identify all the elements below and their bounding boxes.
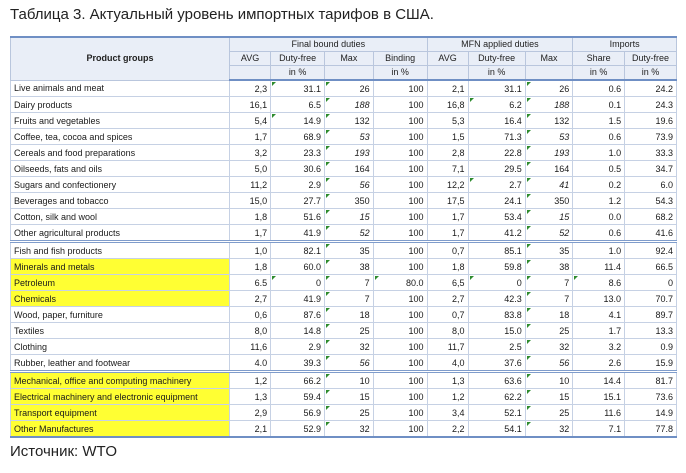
fb-max-cell: 132	[325, 113, 374, 129]
imports-share-cell: 15.1	[573, 389, 625, 405]
table-row	[11, 145, 677, 161]
fb-duty-free-cell: 27.7	[271, 193, 325, 209]
mfn-max-cell: 15	[525, 209, 573, 225]
fb-duty-free-cell: 6.5	[271, 97, 325, 113]
fb-duty-free-cell: 41.9	[271, 291, 325, 307]
fb-max-cell: 350	[325, 193, 374, 209]
imports-duty-free-cell: 14.9	[625, 405, 677, 421]
mfn-avg-cell: 3,4	[427, 405, 468, 421]
header-fb-duty-free-unit: in %	[271, 66, 325, 81]
imports-share-cell: 14.4	[573, 372, 625, 389]
mfn-avg-cell: 1,5	[427, 129, 468, 145]
imports-share-cell: 0.2	[573, 177, 625, 193]
imports-duty-free-cell: 15.9	[625, 355, 677, 372]
mfn-duty-free-cell: 42.3	[468, 291, 525, 307]
imports-share-cell: 1.0	[573, 145, 625, 161]
fb-binding-cell: 100	[373, 177, 427, 193]
mfn-avg-cell: 2,7	[427, 291, 468, 307]
imports-share-cell: 4.1	[573, 307, 625, 323]
mfn-max-cell: 41	[525, 177, 573, 193]
imports-duty-free-cell: 0	[625, 275, 677, 291]
mfn-duty-free-cell: 52.1	[468, 405, 525, 421]
imports-duty-free-cell: 92.4	[625, 242, 677, 259]
table-row	[11, 177, 677, 193]
fb-avg-cell: 1,8	[230, 259, 271, 275]
fb-avg-cell: 11,6	[230, 339, 271, 355]
fb-avg-cell: 1,3	[230, 389, 271, 405]
source-note: Источник: WTO	[10, 443, 118, 460]
table-row	[11, 193, 677, 209]
mfn-max-cell: 35	[525, 242, 573, 259]
imports-duty-free-cell: 19.6	[625, 113, 677, 129]
fb-binding-cell: 100	[373, 209, 427, 225]
mfn-max-cell: 7	[525, 291, 573, 307]
imports-duty-free-cell: 0.9	[625, 339, 677, 355]
mfn-avg-cell: 1,8	[427, 259, 468, 275]
mfn-avg-cell: 2,8	[427, 145, 468, 161]
fb-avg-cell: 8,0	[230, 323, 271, 339]
mfn-duty-free-cell: 59.8	[468, 259, 525, 275]
header-mfn-avg: AVG	[427, 52, 468, 66]
imports-duty-free-cell: 66.5	[625, 259, 677, 275]
header-mfn-applied-duties: MFN applied duties	[427, 37, 573, 52]
product-name: Fruits and vegetables	[11, 113, 230, 129]
fb-duty-free-cell: 2.9	[271, 339, 325, 355]
product-name: Mechanical, office and computing machinery	[11, 372, 230, 389]
table-row	[11, 161, 677, 177]
product-name: Clothing	[11, 339, 230, 355]
fb-duty-free-cell: 51.6	[271, 209, 325, 225]
imports-duty-free-cell: 6.0	[625, 177, 677, 193]
table-row	[11, 307, 677, 323]
product-name: Oilseeds, fats and oils	[11, 161, 230, 177]
table-row	[11, 242, 677, 259]
fb-max-cell: 52	[325, 225, 374, 242]
fb-duty-free-cell: 2.9	[271, 177, 325, 193]
mfn-avg-cell: 17,5	[427, 193, 468, 209]
product-name: Chemicals	[11, 291, 230, 307]
table-row	[11, 372, 677, 389]
header-fb-binding: Binding	[373, 52, 427, 66]
mfn-avg-cell: 7,1	[427, 161, 468, 177]
fb-max-cell: 164	[325, 161, 374, 177]
mfn-max-cell: 25	[525, 323, 573, 339]
header-fb-duty-free: Duty-free	[271, 52, 325, 66]
fb-max-cell: 15	[325, 209, 374, 225]
header-fb-avg: AVG	[230, 52, 271, 66]
mfn-max-cell: 25	[525, 405, 573, 421]
fb-max-cell: 56	[325, 355, 374, 372]
table-caption: Таблица 3. Актуальный уровень импортных тарифов в США.	[10, 6, 434, 23]
fb-max-cell: 25	[325, 323, 374, 339]
fb-binding-cell: 100	[373, 113, 427, 129]
fb-max-cell: 7	[325, 291, 374, 307]
fb-avg-cell: 0,6	[230, 307, 271, 323]
fb-max-cell: 7	[325, 275, 374, 291]
imports-duty-free-cell: 24.2	[625, 80, 677, 97]
mfn-duty-free-cell: 83.8	[468, 307, 525, 323]
mfn-max-cell: 350	[525, 193, 573, 209]
mfn-avg-cell: 8,0	[427, 323, 468, 339]
mfn-duty-free-cell: 71.3	[468, 129, 525, 145]
fb-binding-cell: 100	[373, 372, 427, 389]
fb-duty-free-cell: 41.9	[271, 225, 325, 242]
imports-share-cell: 3.2	[573, 339, 625, 355]
fb-avg-cell: 1,7	[230, 129, 271, 145]
fb-duty-free-cell: 60.0	[271, 259, 325, 275]
fb-avg-cell: 2,7	[230, 291, 271, 307]
table-header	[11, 37, 677, 80]
mfn-max-cell: 193	[525, 145, 573, 161]
imports-duty-free-cell: 70.7	[625, 291, 677, 307]
mfn-duty-free-cell: 63.6	[468, 372, 525, 389]
fb-duty-free-cell: 23.3	[271, 145, 325, 161]
mfn-duty-free-cell: 31.1	[468, 80, 525, 97]
mfn-avg-cell: 1,2	[427, 389, 468, 405]
mfn-max-cell: 188	[525, 97, 573, 113]
mfn-duty-free-cell: 24.1	[468, 193, 525, 209]
imports-share-cell: 0.6	[573, 80, 625, 97]
imports-duty-free-cell: 81.7	[625, 372, 677, 389]
product-name: Live animals and meat	[11, 80, 230, 97]
fb-duty-free-cell: 14.8	[271, 323, 325, 339]
mfn-max-cell: 164	[525, 161, 573, 177]
product-name: Coffee, tea, cocoa and spices	[11, 129, 230, 145]
fb-binding-cell: 100	[373, 193, 427, 209]
product-name: Electrical machinery and electronic equipment	[11, 389, 230, 405]
header-product-groups: Product groups	[11, 37, 230, 80]
fb-max-cell: 188	[325, 97, 374, 113]
fb-binding-cell: 100	[373, 80, 427, 97]
product-name: Cotton, silk and wool	[11, 209, 230, 225]
mfn-max-cell: 38	[525, 259, 573, 275]
imports-share-cell: 2.6	[573, 355, 625, 372]
table-row	[11, 275, 677, 291]
imports-share-cell: 1.7	[573, 323, 625, 339]
fb-duty-free-cell: 82.1	[271, 242, 325, 259]
imports-share-cell: 8.6	[573, 275, 625, 291]
imports-duty-free-cell: 73.9	[625, 129, 677, 145]
tariff-table	[10, 36, 677, 438]
fb-binding-cell: 100	[373, 339, 427, 355]
product-name: Sugars and confectionery	[11, 177, 230, 193]
fb-duty-free-cell: 0	[271, 275, 325, 291]
mfn-duty-free-cell: 22.8	[468, 145, 525, 161]
fb-max-cell: 35	[325, 242, 374, 259]
fb-duty-free-cell: 68.9	[271, 129, 325, 145]
mfn-avg-cell: 1,7	[427, 225, 468, 242]
fb-max-cell: 193	[325, 145, 374, 161]
product-name: Minerals and metals	[11, 259, 230, 275]
imports-share-cell: 1.0	[573, 242, 625, 259]
product-name: Petroleum	[11, 275, 230, 291]
table-row	[11, 355, 677, 372]
fb-binding-cell: 100	[373, 97, 427, 113]
table-row	[11, 405, 677, 421]
mfn-avg-cell: 0,7	[427, 307, 468, 323]
fb-avg-cell: 15,0	[230, 193, 271, 209]
imports-duty-free-cell: 24.3	[625, 97, 677, 113]
fb-avg-cell: 2,9	[230, 405, 271, 421]
fb-duty-free-cell: 14.9	[271, 113, 325, 129]
imports-share-cell: 13.0	[573, 291, 625, 307]
imports-duty-free-cell: 33.3	[625, 145, 677, 161]
product-name: Fish and fish products	[11, 242, 230, 259]
fb-avg-cell: 1,0	[230, 242, 271, 259]
product-name: Other agricultural products	[11, 225, 230, 242]
fb-avg-cell: 5,4	[230, 113, 271, 129]
mfn-duty-free-cell: 54.1	[468, 421, 525, 438]
product-name: Beverages and tobacco	[11, 193, 230, 209]
fb-avg-cell: 4.0	[230, 355, 271, 372]
product-name: Cereals and food preparations	[11, 145, 230, 161]
mfn-duty-free-cell: 41.2	[468, 225, 525, 242]
fb-binding-cell: 100	[373, 259, 427, 275]
fb-avg-cell: 2,1	[230, 421, 271, 438]
fb-avg-cell: 1,8	[230, 209, 271, 225]
mfn-avg-cell: 5,3	[427, 113, 468, 129]
mfn-duty-free-cell: 6.2	[468, 97, 525, 113]
mfn-max-cell: 56	[525, 355, 573, 372]
fb-binding-cell: 100	[373, 389, 427, 405]
fb-max-cell: 56	[325, 177, 374, 193]
mfn-max-cell: 32	[525, 339, 573, 355]
mfn-max-cell: 26	[525, 80, 573, 97]
mfn-avg-cell: 4,0	[427, 355, 468, 372]
table-row	[11, 80, 677, 97]
mfn-avg-cell: 6,5	[427, 275, 468, 291]
imports-duty-free-cell: 34.7	[625, 161, 677, 177]
product-name: Other Manufactures	[11, 421, 230, 438]
mfn-avg-cell: 16,8	[427, 97, 468, 113]
mfn-duty-free-cell: 62.2	[468, 389, 525, 405]
header-fb-avg-unit	[230, 66, 271, 81]
mfn-max-cell: 32	[525, 421, 573, 438]
header-fb-max: Max	[325, 52, 374, 66]
imports-share-cell: 11.4	[573, 259, 625, 275]
fb-max-cell: 25	[325, 405, 374, 421]
header-imports-duty-free: Duty-free	[625, 52, 677, 66]
fb-duty-free-cell: 87.6	[271, 307, 325, 323]
header-mfn-avg-unit	[427, 66, 468, 81]
fb-max-cell: 18	[325, 307, 374, 323]
fb-duty-free-cell: 56.9	[271, 405, 325, 421]
table-row	[11, 323, 677, 339]
imports-duty-free-cell: 13.3	[625, 323, 677, 339]
fb-avg-cell: 5,0	[230, 161, 271, 177]
imports-share-cell: 0.5	[573, 161, 625, 177]
fb-max-cell: 53	[325, 129, 374, 145]
mfn-avg-cell: 1,3	[427, 372, 468, 389]
fb-binding-cell: 100	[373, 242, 427, 259]
mfn-avg-cell: 0,7	[427, 242, 468, 259]
header-final-bound-duties: Final bound duties	[230, 37, 427, 52]
imports-duty-free-cell: 68.2	[625, 209, 677, 225]
imports-duty-free-cell: 54.3	[625, 193, 677, 209]
mfn-duty-free-cell: 37.6	[468, 355, 525, 372]
imports-duty-free-cell: 73.6	[625, 389, 677, 405]
mfn-duty-free-cell: 16.4	[468, 113, 525, 129]
header-mfn-max-unit	[525, 66, 573, 81]
fb-duty-free-cell: 39.3	[271, 355, 325, 372]
header-fb-max-unit	[325, 66, 374, 81]
fb-binding-cell: 100	[373, 129, 427, 145]
imports-share-cell: 1.5	[573, 113, 625, 129]
imports-share-cell: 0.0	[573, 209, 625, 225]
table-row	[11, 225, 677, 242]
mfn-duty-free-cell: 29.5	[468, 161, 525, 177]
fb-max-cell: 32	[325, 421, 374, 438]
fb-avg-cell: 6.5	[230, 275, 271, 291]
product-name: Transport equipment	[11, 405, 230, 421]
table-row	[11, 339, 677, 355]
imports-share-cell: 0.1	[573, 97, 625, 113]
table-row	[11, 209, 677, 225]
mfn-max-cell: 10	[525, 372, 573, 389]
mfn-duty-free-cell: 85.1	[468, 242, 525, 259]
mfn-duty-free-cell: 15.0	[468, 323, 525, 339]
imports-share-cell: 0.6	[573, 129, 625, 145]
fb-max-cell: 10	[325, 372, 374, 389]
fb-duty-free-cell: 31.1	[271, 80, 325, 97]
table-row	[11, 259, 677, 275]
fb-binding-cell: 100	[373, 355, 427, 372]
table-row	[11, 129, 677, 145]
product-name: Dairy products	[11, 97, 230, 113]
fb-avg-cell: 16,1	[230, 97, 271, 113]
fb-max-cell: 32	[325, 339, 374, 355]
mfn-avg-cell: 1,7	[427, 209, 468, 225]
product-name: Textiles	[11, 323, 230, 339]
fb-avg-cell: 11,2	[230, 177, 271, 193]
mfn-duty-free-cell: 2.7	[468, 177, 525, 193]
mfn-duty-free-cell: 0	[468, 275, 525, 291]
header-mfn-max: Max	[525, 52, 573, 66]
table-row	[11, 389, 677, 405]
imports-share-cell: 7.1	[573, 421, 625, 438]
product-name: Wood, paper, furniture	[11, 307, 230, 323]
mfn-avg-cell: 12,2	[427, 177, 468, 193]
fb-max-cell: 15	[325, 389, 374, 405]
header-fb-binding-unit: in %	[373, 66, 427, 81]
header-mfn-duty-free: Duty-free	[468, 52, 525, 66]
mfn-max-cell: 132	[525, 113, 573, 129]
fb-binding-cell: 100	[373, 145, 427, 161]
fb-binding-cell: 100	[373, 405, 427, 421]
fb-binding-cell: 100	[373, 225, 427, 242]
fb-avg-cell: 1,7	[230, 225, 271, 242]
fb-duty-free-cell: 30.6	[271, 161, 325, 177]
fb-avg-cell: 2,3	[230, 80, 271, 97]
fb-duty-free-cell: 52.9	[271, 421, 325, 438]
imports-duty-free-cell: 41.6	[625, 225, 677, 242]
mfn-avg-cell: 2,1	[427, 80, 468, 97]
imports-share-cell: 0.6	[573, 225, 625, 242]
fb-binding-cell: 80.0	[373, 275, 427, 291]
fb-avg-cell: 3,2	[230, 145, 271, 161]
mfn-max-cell: 52	[525, 225, 573, 242]
fb-binding-cell: 100	[373, 307, 427, 323]
imports-share-cell: 1.2	[573, 193, 625, 209]
table-row	[11, 113, 677, 129]
mfn-duty-free-cell: 2.5	[468, 339, 525, 355]
header-imports-duty-free-unit: in %	[625, 66, 677, 81]
table-row	[11, 291, 677, 307]
table-row	[11, 97, 677, 113]
mfn-duty-free-cell: 53.4	[468, 209, 525, 225]
fb-binding-cell: 100	[373, 323, 427, 339]
fb-duty-free-cell: 59.4	[271, 389, 325, 405]
mfn-max-cell: 15	[525, 389, 573, 405]
fb-max-cell: 26	[325, 80, 374, 97]
header-imports: Imports	[573, 37, 677, 52]
header-imports-share-unit: in %	[573, 66, 625, 81]
fb-duty-free-cell: 66.2	[271, 372, 325, 389]
fb-binding-cell: 100	[373, 291, 427, 307]
fb-binding-cell: 100	[373, 421, 427, 438]
mfn-avg-cell: 2,2	[427, 421, 468, 438]
table-row	[11, 421, 677, 438]
mfn-max-cell: 7	[525, 275, 573, 291]
fb-avg-cell: 1,2	[230, 372, 271, 389]
table-body	[11, 80, 677, 437]
product-name: Rubber, leather and footwear	[11, 355, 230, 372]
mfn-max-cell: 53	[525, 129, 573, 145]
fb-binding-cell: 100	[373, 161, 427, 177]
mfn-max-cell: 18	[525, 307, 573, 323]
header-imports-share: Share	[573, 52, 625, 66]
imports-share-cell: 11.6	[573, 405, 625, 421]
mfn-avg-cell: 11,7	[427, 339, 468, 355]
imports-duty-free-cell: 89.7	[625, 307, 677, 323]
fb-max-cell: 38	[325, 259, 374, 275]
header-mfn-duty-free-unit: in %	[468, 66, 525, 81]
imports-duty-free-cell: 77.8	[625, 421, 677, 438]
